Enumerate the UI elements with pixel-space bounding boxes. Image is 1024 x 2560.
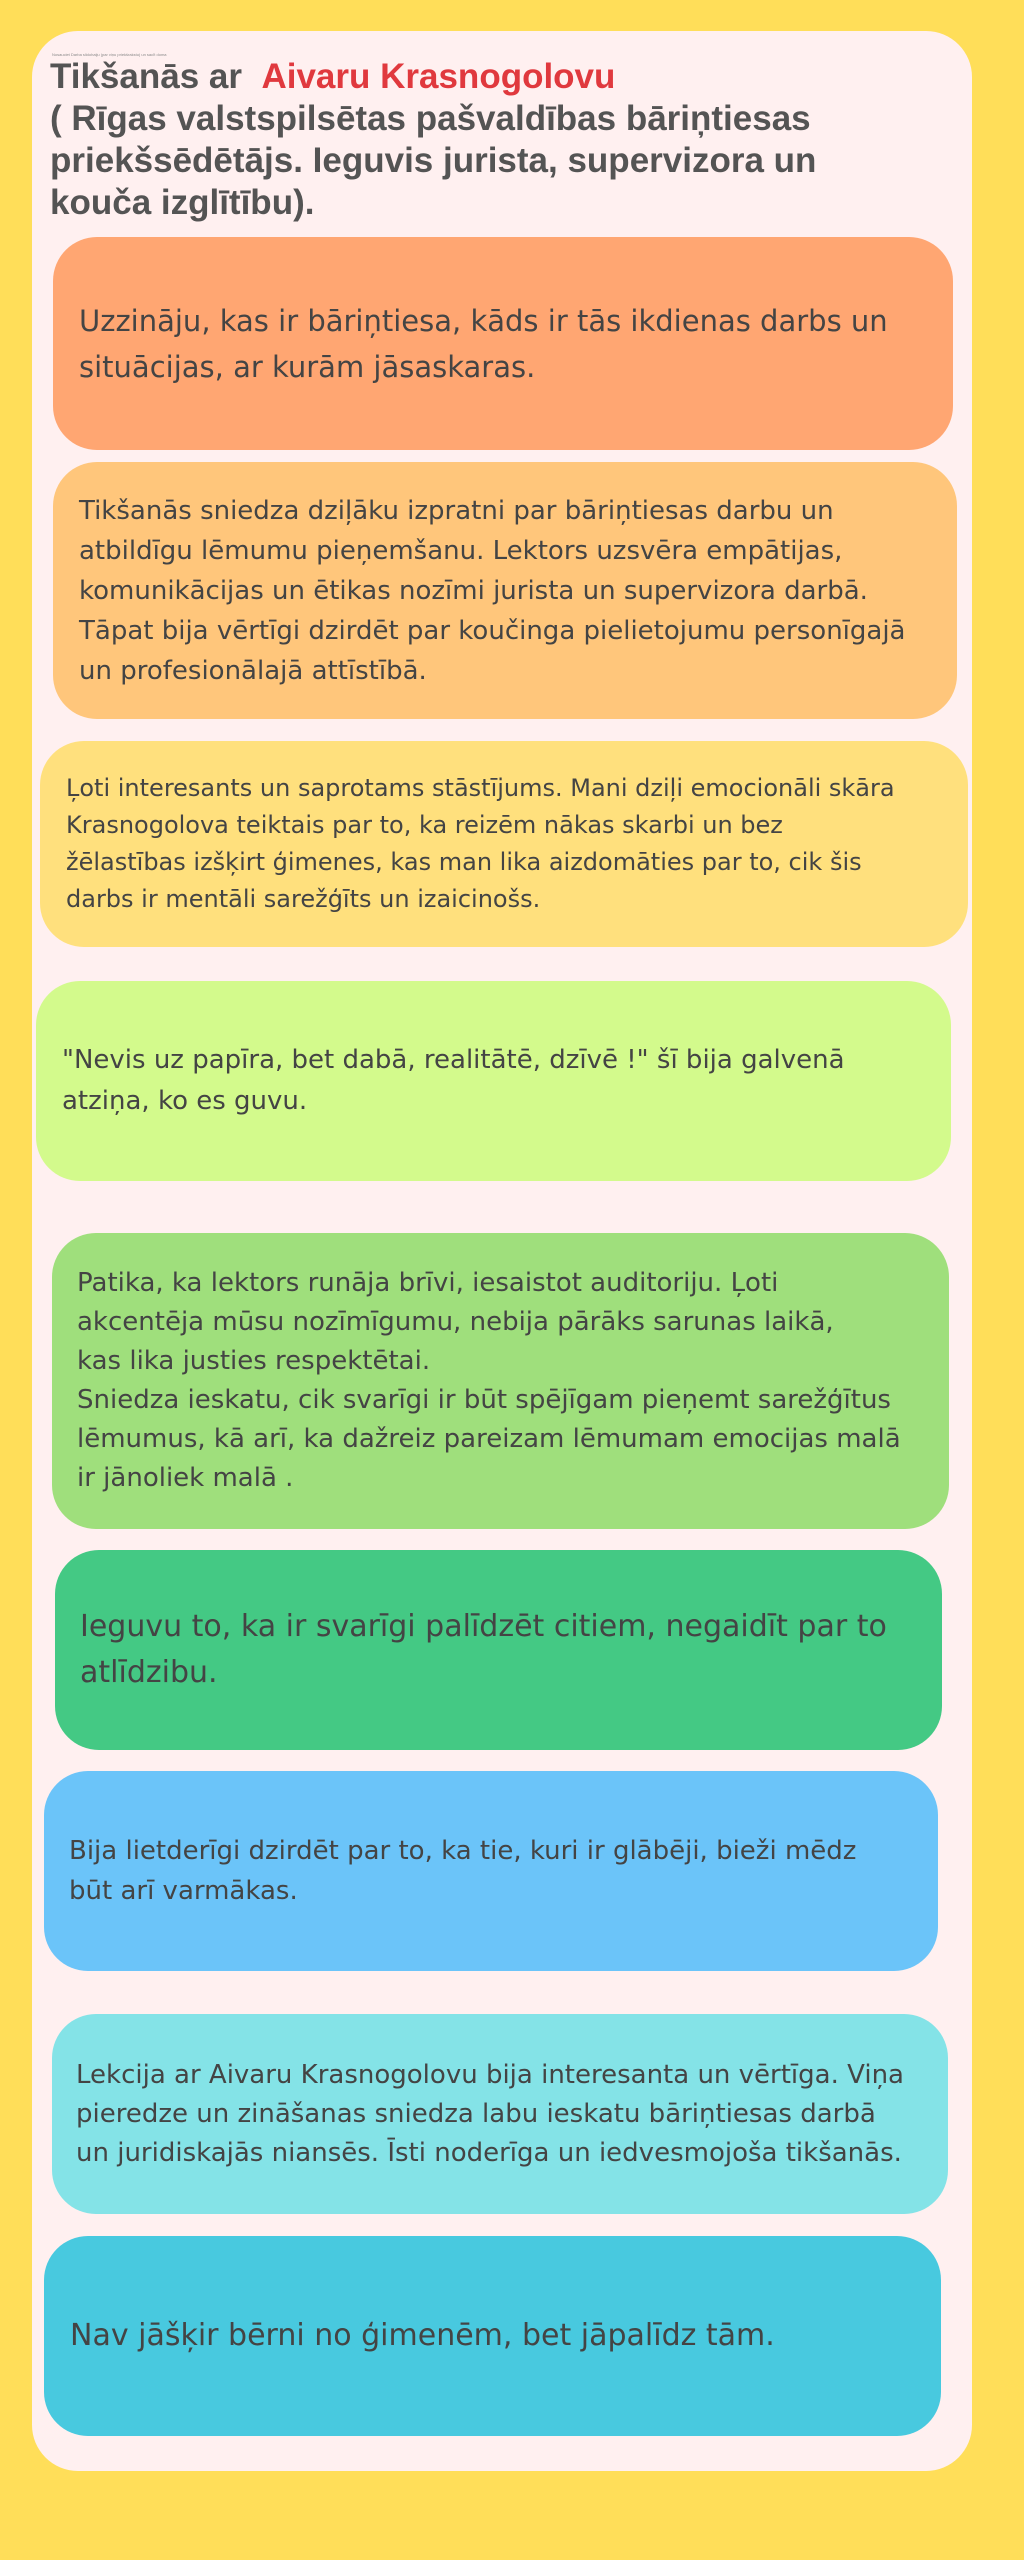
- board-title: [50, 56, 950, 224]
- sticky-note-text: Ieguvu to, ka ir svarīgi palīdzēt citiem, negaidīt par to atlīdzibu.: [80, 1609, 887, 1690]
- sticky-note: [44, 1771, 938, 1971]
- sticky-note: [55, 1550, 942, 1750]
- sticky-note: [44, 2236, 941, 2436]
- sticky-note-text: Bija lietderīgi dzirdēt par to, ka tie, kuri ir glābēji, bieži mēdz būt arī varmākas.: [69, 1836, 857, 1906]
- sticky-note-text: Patika, ka lektors runāja brīvi, iesaistot auditoriju. Ļoti akcentēja mūsu nozīmīgumu, nebija pārāks sarunas laikā, kas lika justies respektētai. Sniedza ieskatu, cik svarīgi ir būt spējīgam pieņemt sarežģītus lēmumus, kā arī, ka dažreiz pareizam lēmumam emocijas malā ir jānoliek malā .: [77, 1268, 901, 1493]
- board-caption: Nosauciet Darba slidohaiju (par viņu priekšrakstu) un sacīt doma: [52, 52, 167, 57]
- title-subtitle: ( Rīgas valstspilsētas pašvaldības bāriņtiesas priekšsēdētājs. Ieguvis jurista, supervizora un kouča izglītību).: [50, 99, 817, 222]
- sticky-note: [53, 462, 957, 719]
- sticky-note-text: Lekcija ar Aivaru Krasnogolovu bija interesanta un vērtīga. Viņa pieredze un zināšanas sniedza labu ieskatu bāriņtiesas darbā un juridiskajās niansēs. Īsti noderīga un iedvesmojoša tikšanās.: [76, 2059, 904, 2168]
- sticky-note-text: Tikšanās sniedza dziļāku izpratni par bāriņtiesas darbu un atbildīgu lēmumu pieņemšanu. Lektors uzsvēra empātijas, komunikācijas un ētikas nozīmi jurista un supervizora darbā. Tāpat bija vērtīgi dzirdēt par koučinga pielietojumu personīgajā un profesionālajā attīstībā.: [79, 495, 906, 686]
- title-highlighted-name: Aivaru Krasnogolovu: [261, 57, 616, 96]
- sticky-note-text: "Nevis uz papīra, bet dabā, realitātē, dzīvē !" šī bija galvenā atziņa, ko es guvu.: [62, 1045, 845, 1116]
- sticky-note: [36, 981, 951, 1181]
- sticky-note: [52, 2014, 948, 2214]
- sticky-note-text: Uzzināju, kas ir bāriņtiesa, kāds ir tās ikdienas darbs un situācijas, ar kurām jāsaskaras.: [79, 303, 888, 384]
- sticky-note: [53, 237, 953, 450]
- sticky-note: [40, 741, 968, 947]
- sticky-note: [52, 1233, 949, 1529]
- sticky-note-text: Nav jāšķir bērni no ģimenēm, bet jāpalīdz tām.: [70, 2318, 775, 2353]
- title-first-line: [50, 56, 950, 98]
- title-prefix: Tikšanās ar: [50, 57, 242, 96]
- sticky-note-text: Ļoti interesants un saprotams stāstījums. Mani dziļi emocionāli skāra Krasnogolova teiktais par to, ka reizēm nākas skarbi un bez žēlastības izšķirt ģimenes, kas man lika aizdomāties par to, cik šis darbs ir mentāli sarežģīts un izaicinošs.: [66, 774, 895, 913]
